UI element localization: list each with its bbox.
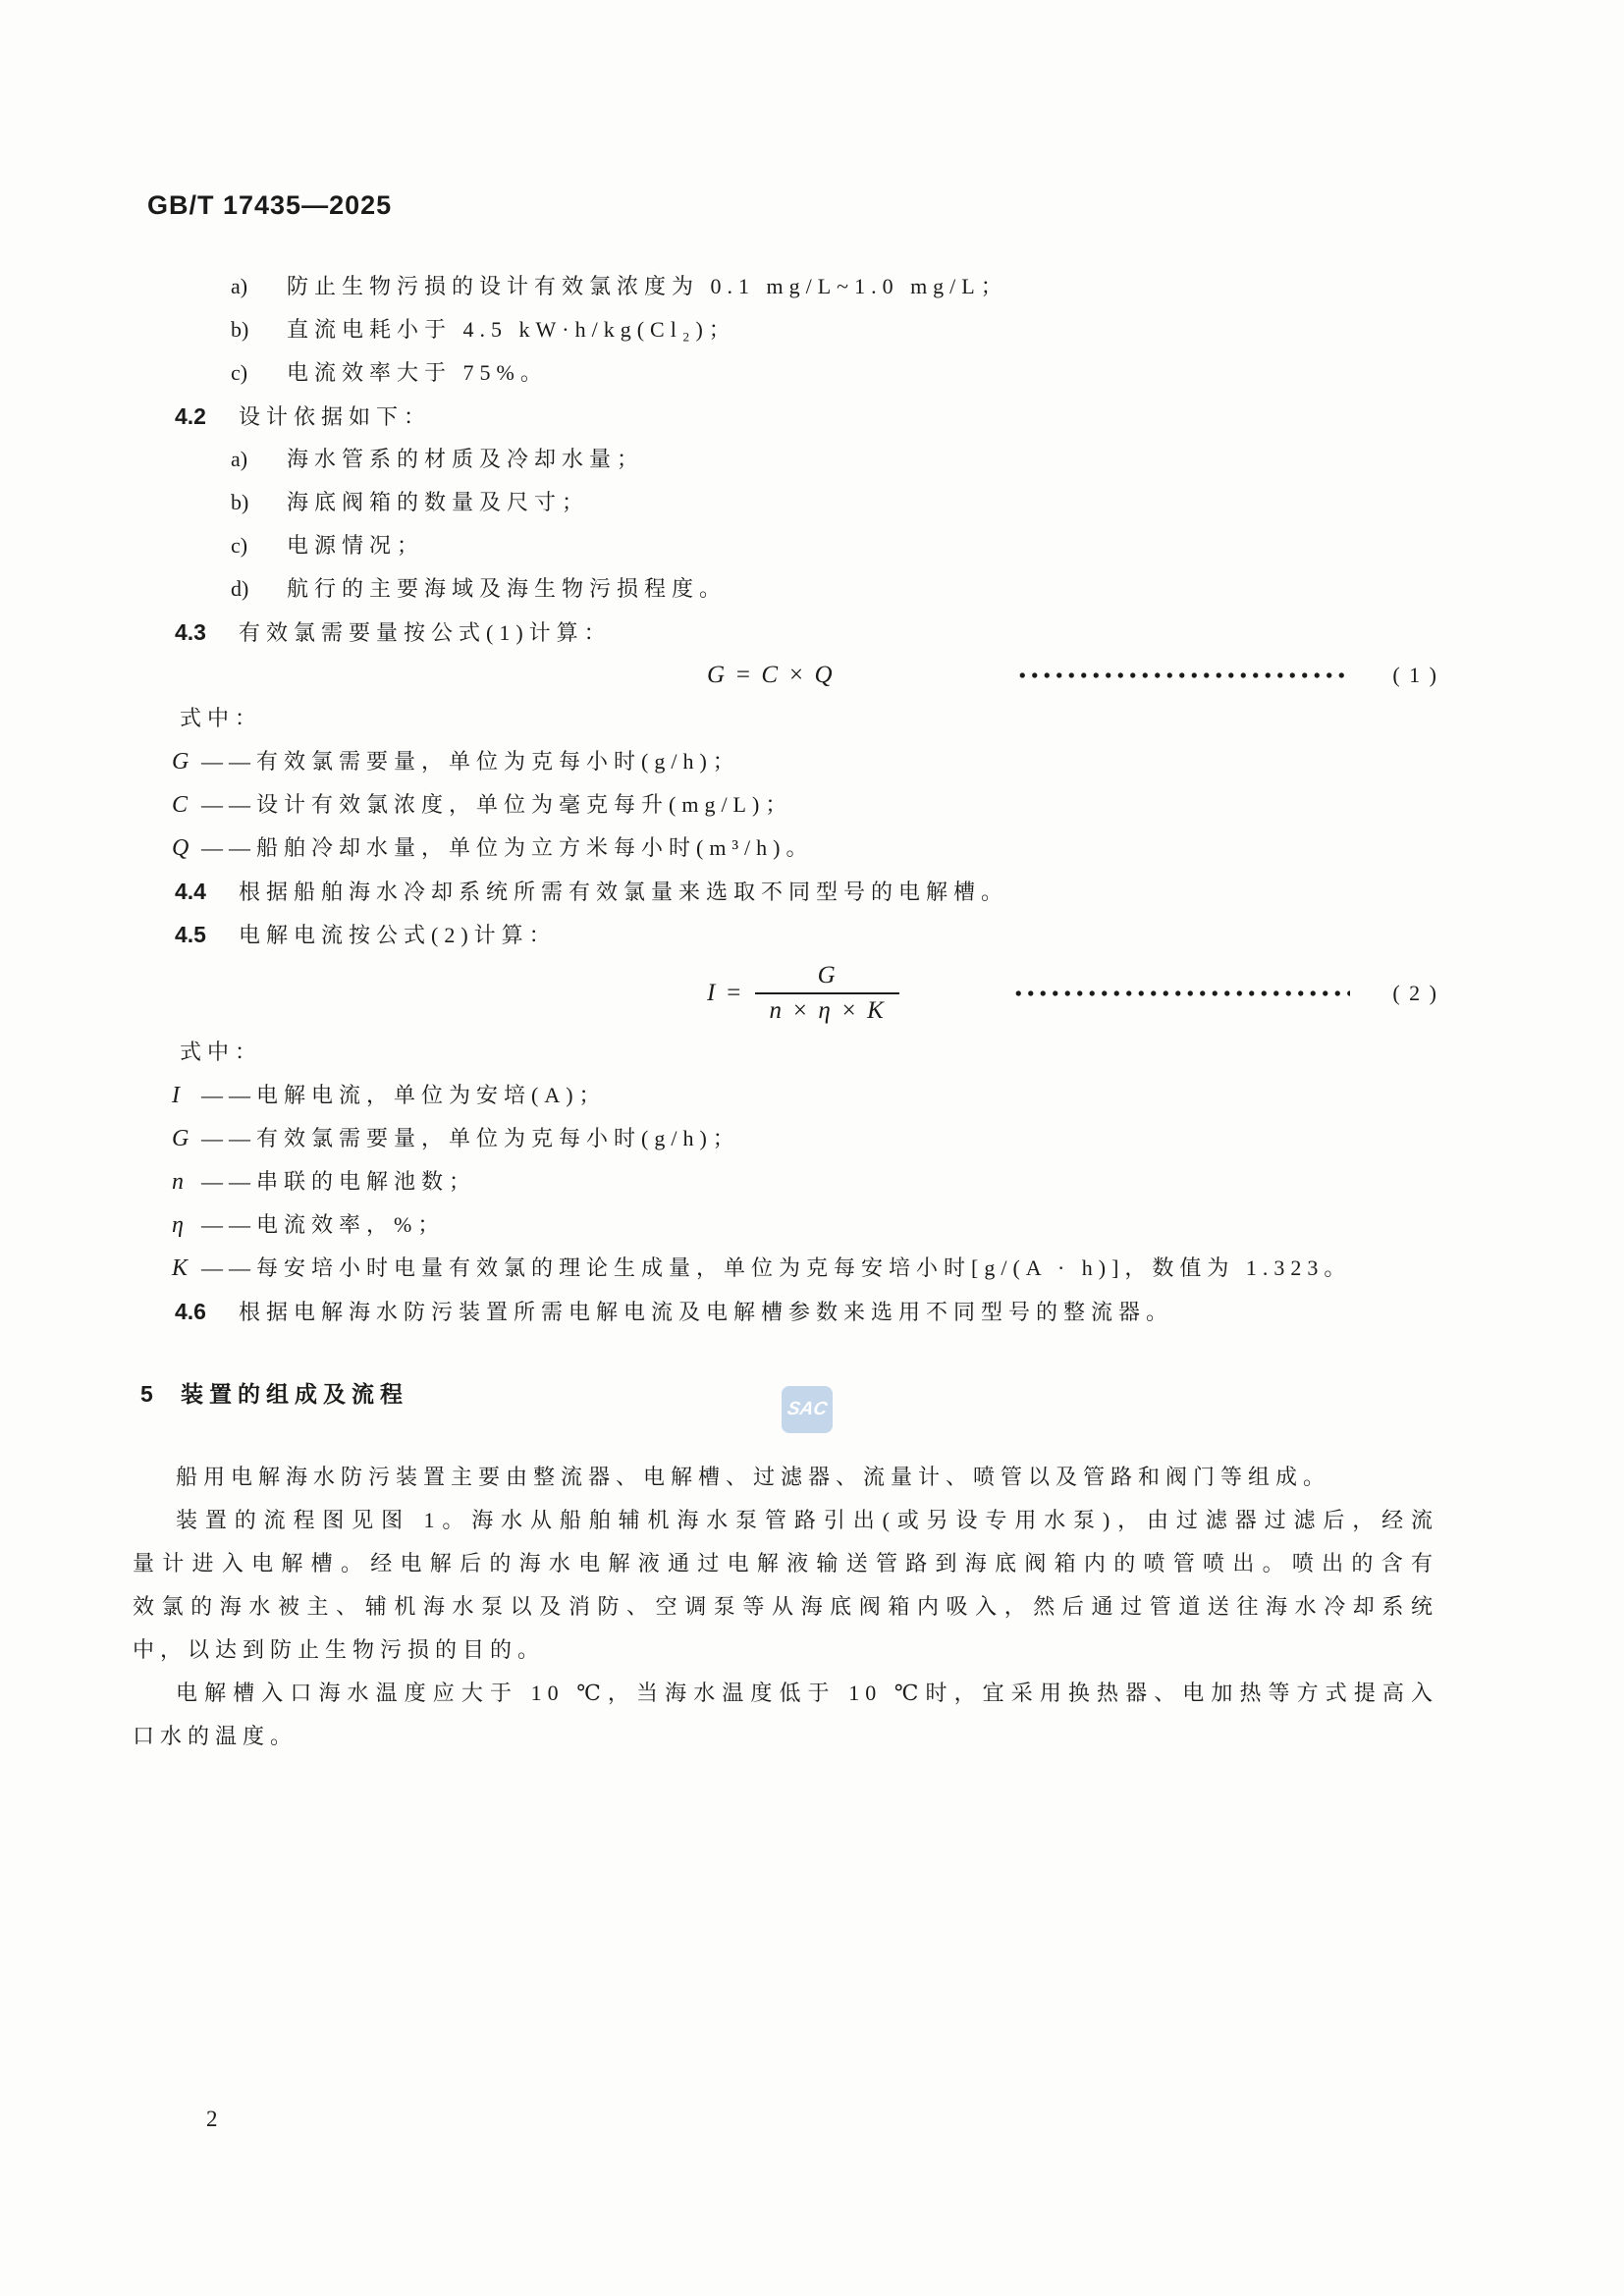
definition-text: ——每安培小时电量有效氯的理论生成量，单位为克每安培小时[g/(A · h)]，数值为 1.323。 [201,1255,1352,1280]
definition-line [133,1247,1438,1290]
sac-watermark-text: SAC [785,1399,830,1419]
where-label: 式中： [180,1040,263,1064]
variable-symbol: η [172,1212,184,1238]
list-text: 防止生物污损的设计有效氯浓度为 0.1 mg/L~1.0 mg/L； [287,274,1008,298]
paragraph-line: 船用电解海水防污装置主要由整流器、电解槽、过滤器、流量计、喷管以及管路和阀门等组成。 [176,1465,1331,1489]
paragraph-line: 效氯的海水被主、辅机海水泵以及消防、空调泵等从海底阀箱内吸入，然后通过管道送往海水冷却系统 [133,1594,1438,1619]
definition-line [133,827,1438,870]
list-label: b) [231,317,249,342]
definition-line [133,740,1438,783]
definition-text: ——设计有效氯浓度，单位为毫克每升(mg/L)； [201,792,793,817]
list-item [133,308,1438,351]
fraction-denominator: n × η × K [769,997,886,1024]
equation-1-row [133,654,1438,697]
standard-code-header: GB/T 17435—2025 [147,190,393,220]
definition-text: ——电解电流，单位为安培(A)； [201,1083,607,1107]
variable-symbol: G [172,1126,189,1151]
equation-2-row [133,956,1438,1031]
list-label: a) [231,447,248,471]
definition-text: ——电流效率，%； [201,1212,446,1237]
clause-text: 设计依据如下： [239,404,432,429]
paragraph-line: 电解槽入口海水温度应大于 10 ℃，当海水温度低于 10 ℃时，宜采用换热器、电加热等方式提高入 [176,1681,1438,1705]
definition-line [133,1074,1438,1117]
clause-4-2 [133,395,1438,438]
definition-line [133,1117,1438,1160]
clause-text: 根据船舶海水冷却系统所需有效氯量来选取不同型号的电解槽。 [239,880,1009,904]
where-label: 式中： [180,706,263,730]
paragraph-line: 中，以达到防止生物污损的目的。 [133,1637,546,1662]
equation-1-expression: G = C × Q [707,662,835,688]
section-number: 5 [140,1381,153,1407]
clause-text: 根据电解海水防污装置所需电解电流及电解槽参数来选用不同型号的整流器。 [239,1300,1174,1324]
clause-4-3 [133,611,1438,654]
definition-line [133,1160,1438,1203]
clause-text: 电解电流按公式(2)计算： [239,923,557,947]
definition-text: ——有效氯需要量，单位为克每小时(g/h)； [201,1126,740,1150]
variable-symbol: C [172,792,189,818]
list-label: b) [231,490,249,514]
list-label: c) [231,360,248,385]
clause-4-6 [133,1290,1438,1333]
list-item [133,567,1438,611]
dotted-leader [1012,989,1350,997]
list-label: d) [231,576,249,601]
clause-number: 4.4 [175,879,206,904]
equation-2-number: ( 2 ) [1392,981,1438,1005]
variable-symbol: K [172,1255,189,1281]
fraction-numerator: G [755,962,898,994]
definition-text: ——串联的电解池数； [201,1169,477,1194]
list-text: 电源情况； [287,533,425,558]
list-label: c) [231,533,248,558]
list-label: a) [231,274,248,298]
list-text: 海水管系的材质及冷却水量； [287,447,645,471]
clause-text: 有效氯需要量按公式(1)计算： [239,620,612,645]
sac-watermark [782,1386,833,1433]
list-text: 航行的主要海域及海生物污损程度。 [287,576,728,601]
paragraph-line: 装置的流程图见图 1。海水从船舶辅机海水泵管路引出(或另设专用水泵)，由过滤器过滤后，经流 [176,1508,1438,1532]
paragraph-line: 量计进入电解槽。经电解后的海水电解液通过电解液输送管路到海底阀箱内的喷管喷出。喷出的含有 [133,1551,1438,1575]
clause-number: 4.2 [175,403,206,429]
clause-number: 4.6 [175,1299,206,1324]
clause-4-5 [133,913,1438,956]
list-text: 电流效率大于 75%。 [287,360,548,385]
variable-symbol: n [172,1169,184,1195]
list-item [133,481,1438,524]
variable-symbol: Q [172,835,189,861]
list-item [133,438,1438,481]
list-item [133,351,1438,395]
variable-symbol: I [172,1083,180,1108]
equation-2-lhs: I = [707,980,744,1006]
clause-number: 4.3 [175,619,206,645]
definition-line [133,1203,1438,1247]
paragraph-line: 口水的温度。 [133,1724,298,1748]
page-number: 2 [206,2107,218,2131]
list-item [133,265,1438,308]
page-content [133,265,1438,1758]
definition-line [133,783,1438,827]
list-item [133,524,1438,567]
dotted-leader [1016,671,1350,679]
fraction [755,962,898,1025]
variable-symbol: G [172,749,189,774]
list-text: 直流电耗小于 4.5 kW·h/kg(Cl₂)； [287,317,736,342]
clause-number: 4.5 [175,922,206,947]
section-title: 装置的组成及流程 [181,1381,408,1407]
definition-text: ——有效氯需要量，单位为克每小时(g/h)； [201,749,740,774]
definition-text: ——船舶冷却水量，单位为立方米每小时(m³/h)。 [201,835,814,860]
equation-1-number: ( 1 ) [1392,663,1438,687]
list-text: 海底阀箱的数量及尺寸； [287,490,590,514]
clause-4-4 [133,870,1438,913]
equation-2-expression [707,962,899,1025]
